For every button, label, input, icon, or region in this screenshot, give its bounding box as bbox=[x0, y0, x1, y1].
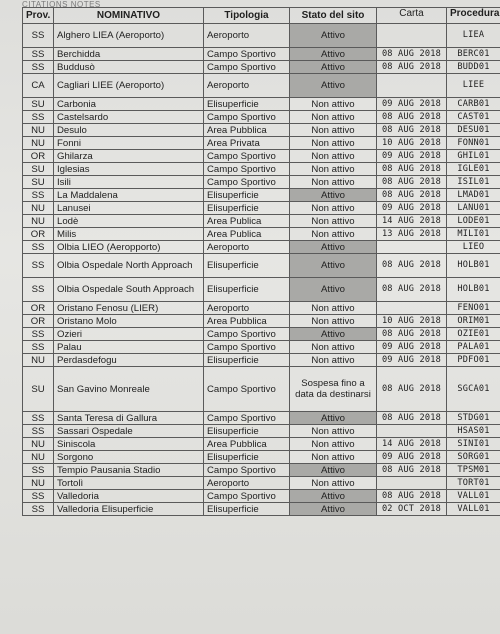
cell-tipologia: Elisuperficie bbox=[204, 98, 290, 111]
cell-prov: NU bbox=[23, 438, 54, 451]
cell-stato: Non attivo bbox=[290, 425, 377, 438]
cell-stato: Non attivo bbox=[290, 111, 377, 124]
cell-procedura: BERC01 bbox=[447, 48, 500, 61]
cell-carta: 09 AUG 2018 bbox=[377, 150, 447, 163]
cell-tipologia: Campo Sportivo bbox=[204, 412, 290, 425]
table-row bbox=[23, 150, 500, 163]
cell-tipologia: Elisuperficie bbox=[204, 425, 290, 438]
cell-prov: SS bbox=[23, 189, 54, 202]
cell-tipologia: Area Pubblica bbox=[204, 438, 290, 451]
cell-carta bbox=[377, 477, 447, 490]
cell-stato: Non attivo bbox=[290, 98, 377, 111]
cell-nominativo: Siniscola bbox=[54, 438, 204, 451]
cell-carta: 08 AUG 2018 bbox=[377, 163, 447, 176]
cell-tipologia: Campo Sportivo bbox=[204, 111, 290, 124]
cell-tipologia: Aeroporto bbox=[204, 74, 290, 98]
cell-procedura: HOLB01 bbox=[447, 278, 500, 302]
cell-procedura: SGCA01 bbox=[447, 367, 500, 412]
cell-procedura: LIEA bbox=[447, 24, 500, 48]
column-header-tipologia: Tipologia bbox=[204, 8, 290, 24]
cell-stato: Attivo bbox=[290, 241, 377, 254]
cell-prov: CA bbox=[23, 74, 54, 98]
cell-procedura: TORT01 bbox=[447, 477, 500, 490]
table-row bbox=[23, 278, 500, 302]
table-row bbox=[23, 137, 500, 150]
cell-nominativo: Olbia Ospedale South Approach bbox=[54, 278, 204, 302]
sites-table bbox=[22, 7, 500, 516]
cell-procedura: LMAD01 bbox=[447, 189, 500, 202]
cell-procedura: SINI01 bbox=[447, 438, 500, 451]
cell-carta: 09 AUG 2018 bbox=[377, 202, 447, 215]
cell-tipologia: Campo Sportivo bbox=[204, 464, 290, 477]
cell-tipologia: Elisuperficie bbox=[204, 503, 290, 516]
cell-carta: 08 AUG 2018 bbox=[377, 176, 447, 189]
cell-procedura: HSAS01 bbox=[447, 425, 500, 438]
cell-prov: OR bbox=[23, 228, 54, 241]
cell-stato: Attivo bbox=[290, 503, 377, 516]
cell-tipologia: Area Pubblica bbox=[204, 124, 290, 137]
cell-prov: SS bbox=[23, 111, 54, 124]
cell-tipologia: Campo Sportivo bbox=[204, 176, 290, 189]
table-row bbox=[23, 254, 500, 278]
cell-nominativo: Fonni bbox=[54, 137, 204, 150]
cell-carta: 08 AUG 2018 bbox=[377, 254, 447, 278]
cell-tipologia: Campo Sportivo bbox=[204, 150, 290, 163]
cell-stato: Non attivo bbox=[290, 341, 377, 354]
cell-prov: NU bbox=[23, 451, 54, 464]
cell-procedura: MILI01 bbox=[447, 228, 500, 241]
cell-carta: 08 AUG 2018 bbox=[377, 490, 447, 503]
cell-prov: SS bbox=[23, 278, 54, 302]
column-header-procedura: Procedura bbox=[447, 8, 500, 24]
cell-procedura: VALL01 bbox=[447, 490, 500, 503]
cell-prov: SS bbox=[23, 341, 54, 354]
cell-nominativo: San Gavino Monreale bbox=[54, 367, 204, 412]
cell-carta bbox=[377, 425, 447, 438]
cell-stato: Attivo bbox=[290, 189, 377, 202]
cell-procedura: PDFO01 bbox=[447, 354, 500, 367]
cell-carta: 09 AUG 2018 bbox=[377, 451, 447, 464]
table-row bbox=[23, 490, 500, 503]
cell-prov: SU bbox=[23, 163, 54, 176]
cell-nominativo: Iglesias bbox=[54, 163, 204, 176]
table-row bbox=[23, 228, 500, 241]
cell-prov: SS bbox=[23, 241, 54, 254]
cell-carta: 08 AUG 2018 bbox=[377, 48, 447, 61]
cell-stato: Non attivo bbox=[290, 302, 377, 315]
cell-tipologia: Elisuperficie bbox=[204, 189, 290, 202]
cell-nominativo: Oristano Fenosu (LIER) bbox=[54, 302, 204, 315]
table-row bbox=[23, 464, 500, 477]
cell-carta: 13 AUG 2018 bbox=[377, 228, 447, 241]
cell-nominativo: Desulo bbox=[54, 124, 204, 137]
table-row bbox=[23, 438, 500, 451]
table-row bbox=[23, 241, 500, 254]
table-row bbox=[23, 24, 500, 48]
table-row bbox=[23, 124, 500, 137]
cell-stato: Non attivo bbox=[290, 438, 377, 451]
cell-prov: SS bbox=[23, 254, 54, 278]
cell-nominativo: Berchidda bbox=[54, 48, 204, 61]
cell-nominativo: Perdasdefogu bbox=[54, 354, 204, 367]
cell-procedura: ISIL01 bbox=[447, 176, 500, 189]
cell-prov: NU bbox=[23, 124, 54, 137]
cell-prov: SS bbox=[23, 503, 54, 516]
cell-procedura: STDG01 bbox=[447, 412, 500, 425]
cell-tipologia: Elisuperficie bbox=[204, 278, 290, 302]
cell-prov: SS bbox=[23, 412, 54, 425]
column-header-stato: Stato del sito bbox=[290, 8, 377, 24]
table-row bbox=[23, 412, 500, 425]
cell-carta: 08 AUG 2018 bbox=[377, 111, 447, 124]
cell-procedura: DESU01 bbox=[447, 124, 500, 137]
header-row bbox=[23, 8, 500, 24]
cell-tipologia: Campo Sportivo bbox=[204, 328, 290, 341]
cell-tipologia: Area Pubblica bbox=[204, 315, 290, 328]
table-row bbox=[23, 425, 500, 438]
cell-nominativo: Valledoria Elisuperficie bbox=[54, 503, 204, 516]
cell-procedura: OZIE01 bbox=[447, 328, 500, 341]
cell-tipologia: Campo Sportivo bbox=[204, 341, 290, 354]
column-header-prov: Prov. bbox=[23, 8, 54, 24]
cell-nominativo: Ozieri bbox=[54, 328, 204, 341]
cell-stato: Attivo bbox=[290, 24, 377, 48]
cell-prov: OR bbox=[23, 150, 54, 163]
cell-prov: SS bbox=[23, 425, 54, 438]
column-header-nominativo: NOMINATIVO bbox=[54, 8, 204, 24]
table-row bbox=[23, 111, 500, 124]
cell-carta: 08 AUG 2018 bbox=[377, 61, 447, 74]
cell-stato: Attivo bbox=[290, 490, 377, 503]
cell-carta: 08 AUG 2018 bbox=[377, 412, 447, 425]
cell-stato: Attivo bbox=[290, 278, 377, 302]
cell-procedura: CARB01 bbox=[447, 98, 500, 111]
cell-tipologia: Elisuperficie bbox=[204, 354, 290, 367]
cell-prov: SU bbox=[23, 367, 54, 412]
table-row bbox=[23, 367, 500, 412]
cell-stato: Attivo bbox=[290, 61, 377, 74]
cell-nominativo: Carbonia bbox=[54, 98, 204, 111]
cell-prov: SS bbox=[23, 48, 54, 61]
cell-procedura: LIEE bbox=[447, 74, 500, 98]
cell-nominativo: Tempio Pausania Stadio bbox=[54, 464, 204, 477]
cell-carta bbox=[377, 24, 447, 48]
cell-nominativo: Cagliari LIEE (Aeroporto) bbox=[54, 74, 204, 98]
cell-carta: 09 AUG 2018 bbox=[377, 354, 447, 367]
cell-carta: 08 AUG 2018 bbox=[377, 367, 447, 412]
cell-stato: Attivo bbox=[290, 48, 377, 61]
cell-prov: NU bbox=[23, 215, 54, 228]
cell-nominativo: La Maddalena bbox=[54, 189, 204, 202]
cell-stato: Non attivo bbox=[290, 215, 377, 228]
table-row bbox=[23, 163, 500, 176]
cell-stato: Sospesa fino a data da destinarsi bbox=[290, 367, 377, 412]
cell-tipologia: Area Privata bbox=[204, 137, 290, 150]
cell-tipologia: Aeroporto bbox=[204, 241, 290, 254]
table-row bbox=[23, 503, 500, 516]
cell-prov: OR bbox=[23, 315, 54, 328]
cell-nominativo: Santa Teresa di Gallura bbox=[54, 412, 204, 425]
cell-nominativo: Castelsardo bbox=[54, 111, 204, 124]
table-row bbox=[23, 315, 500, 328]
cell-prov: NU bbox=[23, 137, 54, 150]
cell-nominativo: Buddusò bbox=[54, 61, 204, 74]
cell-tipologia: Aeroporto bbox=[204, 477, 290, 490]
table-row bbox=[23, 74, 500, 98]
table-row bbox=[23, 189, 500, 202]
cell-carta: 08 AUG 2018 bbox=[377, 189, 447, 202]
cell-tipologia: Area Publica bbox=[204, 228, 290, 241]
cell-stato: Attivo bbox=[290, 328, 377, 341]
cell-nominativo: Ghilarza bbox=[54, 150, 204, 163]
cell-carta: 09 AUG 2018 bbox=[377, 98, 447, 111]
cell-prov: NU bbox=[23, 477, 54, 490]
cell-procedura: FONN01 bbox=[447, 137, 500, 150]
cell-nominativo: Tortolì bbox=[54, 477, 204, 490]
cell-stato: Non attivo bbox=[290, 163, 377, 176]
cell-prov: SS bbox=[23, 24, 54, 48]
cell-procedura: IGLE01 bbox=[447, 163, 500, 176]
cell-carta: 10 AUG 2018 bbox=[377, 137, 447, 150]
cell-procedura: CAST01 bbox=[447, 111, 500, 124]
table-row bbox=[23, 48, 500, 61]
cell-procedura: ORIM01 bbox=[447, 315, 500, 328]
cell-carta bbox=[377, 74, 447, 98]
cell-procedura: BUDD01 bbox=[447, 61, 500, 74]
cell-prov: NU bbox=[23, 354, 54, 367]
table-row bbox=[23, 341, 500, 354]
cell-procedura: LANU01 bbox=[447, 202, 500, 215]
table-row bbox=[23, 202, 500, 215]
cell-prov: SS bbox=[23, 61, 54, 74]
cell-stato: Non attivo bbox=[290, 137, 377, 150]
cell-tipologia: Campo Sportivo bbox=[204, 48, 290, 61]
cell-nominativo: Sassari Ospedale bbox=[54, 425, 204, 438]
cell-carta: 08 AUG 2018 bbox=[377, 278, 447, 302]
cell-carta: 02 OCT 2018 bbox=[377, 503, 447, 516]
cell-stato: Attivo bbox=[290, 412, 377, 425]
cell-tipologia: Area Publica bbox=[204, 215, 290, 228]
cell-nominativo: Lodè bbox=[54, 215, 204, 228]
cell-carta: 08 AUG 2018 bbox=[377, 328, 447, 341]
cell-stato: Attivo bbox=[290, 74, 377, 98]
cell-tipologia: Campo Sportivo bbox=[204, 61, 290, 74]
cell-procedura: FENO01 bbox=[447, 302, 500, 315]
cell-nominativo: Sorgono bbox=[54, 451, 204, 464]
table-row bbox=[23, 176, 500, 189]
table-row bbox=[23, 98, 500, 111]
table-row bbox=[23, 61, 500, 74]
cell-prov: NU bbox=[23, 202, 54, 215]
cell-tipologia: Aeroporto bbox=[204, 24, 290, 48]
cell-tipologia: Elisuperficie bbox=[204, 254, 290, 278]
cell-procedura: PALA01 bbox=[447, 341, 500, 354]
cell-stato: Non attivo bbox=[290, 451, 377, 464]
cell-tipologia: Campo Sportivo bbox=[204, 490, 290, 503]
cell-tipologia: Aeroporto bbox=[204, 302, 290, 315]
column-header-carta: Carta bbox=[377, 8, 447, 24]
cell-nominativo: Isili bbox=[54, 176, 204, 189]
cell-nominativo: Palau bbox=[54, 341, 204, 354]
cell-carta: 08 AUG 2018 bbox=[377, 124, 447, 137]
cell-procedura: LIEO bbox=[447, 241, 500, 254]
cell-procedura: LODE01 bbox=[447, 215, 500, 228]
cell-nominativo: Oristano Molo bbox=[54, 315, 204, 328]
cell-stato: Non attivo bbox=[290, 176, 377, 189]
cell-stato: Non attivo bbox=[290, 124, 377, 137]
cell-stato: Non attivo bbox=[290, 150, 377, 163]
cell-nominativo: Olbia LIEO (Aeropporto) bbox=[54, 241, 204, 254]
table-row bbox=[23, 215, 500, 228]
cell-stato: Non attivo bbox=[290, 354, 377, 367]
cell-prov: SU bbox=[23, 98, 54, 111]
cell-carta: 10 AUG 2018 bbox=[377, 315, 447, 328]
cell-procedura: HOLB01 bbox=[447, 254, 500, 278]
header-note: CITATIONS NOTES bbox=[22, 0, 101, 9]
cell-carta bbox=[377, 302, 447, 315]
cell-carta: 14 AUG 2018 bbox=[377, 438, 447, 451]
table-row bbox=[23, 477, 500, 490]
cell-stato: Non attivo bbox=[290, 315, 377, 328]
cell-nominativo: Olbia Ospedale North Approach bbox=[54, 254, 204, 278]
cell-procedura: TPSM01 bbox=[447, 464, 500, 477]
table-row bbox=[23, 328, 500, 341]
cell-stato: Attivo bbox=[290, 254, 377, 278]
cell-carta: 09 AUG 2018 bbox=[377, 341, 447, 354]
cell-prov: OR bbox=[23, 302, 54, 315]
cell-prov: SU bbox=[23, 176, 54, 189]
cell-nominativo: Valledoria bbox=[54, 490, 204, 503]
cell-stato: Non attivo bbox=[290, 202, 377, 215]
cell-nominativo: Lanusei bbox=[54, 202, 204, 215]
cell-procedura: VALL01 bbox=[447, 503, 500, 516]
table-row bbox=[23, 451, 500, 464]
cell-prov: SS bbox=[23, 464, 54, 477]
cell-procedura: SORG01 bbox=[447, 451, 500, 464]
table-row bbox=[23, 302, 500, 315]
cell-nominativo: Milis bbox=[54, 228, 204, 241]
table-row bbox=[23, 354, 500, 367]
cell-tipologia: Elisuperficie bbox=[204, 202, 290, 215]
cell-tipologia: Campo Sportivo bbox=[204, 163, 290, 176]
cell-stato: Attivo bbox=[290, 464, 377, 477]
cell-procedura: GHIL01 bbox=[447, 150, 500, 163]
cell-stato: Non attivo bbox=[290, 228, 377, 241]
cell-nominativo: Alghero LIEA (Aeroporto) bbox=[54, 24, 204, 48]
cell-prov: SS bbox=[23, 328, 54, 341]
cell-carta bbox=[377, 241, 447, 254]
cell-prov: SS bbox=[23, 490, 54, 503]
cell-stato: Non attivo bbox=[290, 477, 377, 490]
cell-carta: 14 AUG 2018 bbox=[377, 215, 447, 228]
table-body bbox=[23, 24, 500, 516]
cell-carta: 08 AUG 2018 bbox=[377, 464, 447, 477]
cell-tipologia: Campo Sportivo bbox=[204, 367, 290, 412]
cell-tipologia: Elisuperficie bbox=[204, 451, 290, 464]
